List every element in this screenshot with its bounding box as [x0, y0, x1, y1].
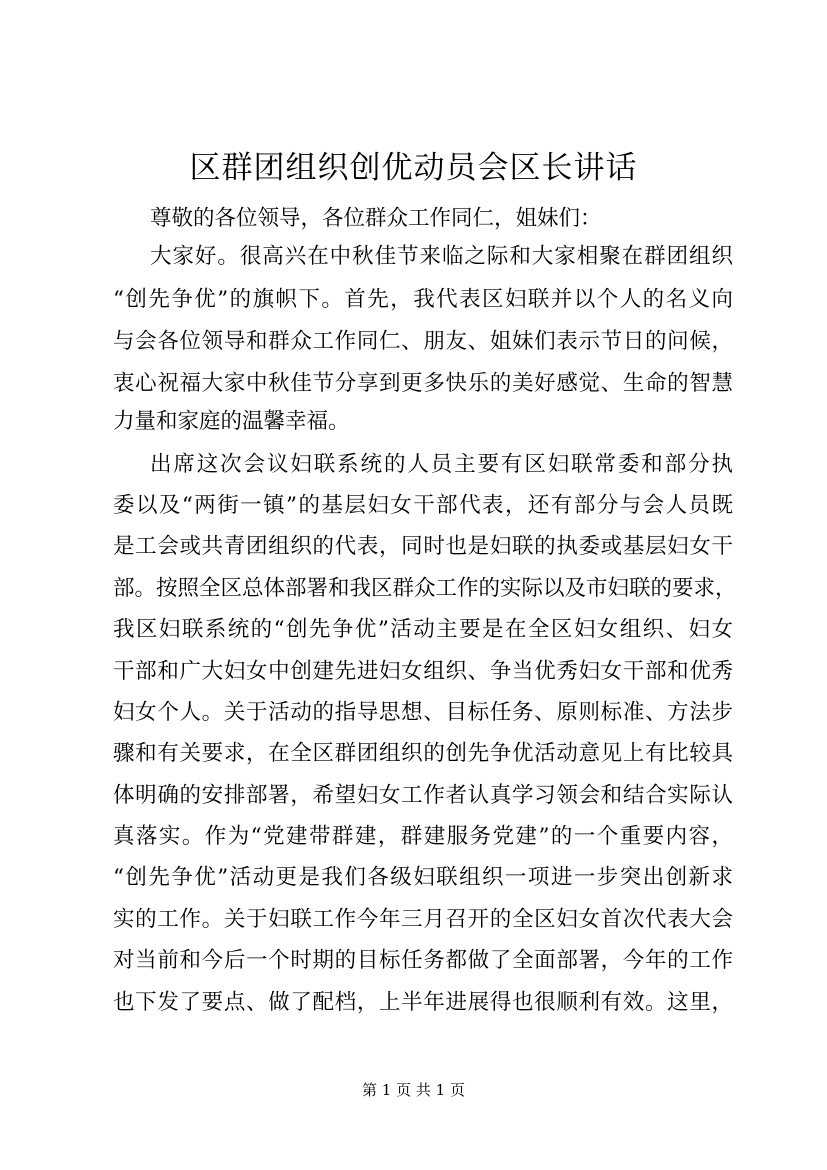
salutation-line: 尊敬的各位领导，各位群众工作同仁，姐妹们：: [150, 206, 602, 231]
body-line: 实的工作。关于妇联工作今年三月召开的全区妇女首次代表大会: [113, 907, 733, 932]
body-line: 真落实。作为“党建带群建，群建服务党建”的一个重要内容，: [113, 824, 733, 849]
body-line: 与会各位领导和群众工作同仁、朋友、姐妹们表示节日的问候，: [113, 329, 733, 354]
body-line: 也下发了要点、做了配档，上半年进展得也很顺利有效。这里，: [113, 990, 733, 1015]
body-line: 大家好。很高兴在中秋佳节来临之际和大家相聚在群团组织: [150, 244, 733, 269]
body-line: “创先争优”的旗帜下。首先，我代表区妇联并以个人的名义向: [113, 287, 733, 312]
body-line: 妇女个人。关于活动的指导思想、目标任务、原则标准、方法步: [113, 700, 733, 725]
page-title: 区群团组织创优动员会区长讲话: [189, 150, 638, 186]
body-line: 是工会或共青团组织的代表，同时也是妇联的执委或基层妇女干: [113, 534, 733, 559]
body-line: 力量和家庭的温馨幸福。: [113, 409, 350, 434]
body-line: 衷心祝福大家中秋佳节分享到更多快乐的美好感觉、生命的智慧: [113, 371, 733, 396]
body-line: 出席这次会议妇联系统的人员主要有区妇联常委和部分执: [150, 452, 733, 477]
body-line: 委以及“两街一镇”的基层妇女干部代表，还有部分与会人员既: [113, 493, 733, 518]
body-line: 对当前和今后一个时期的目标任务都做了全面部署，今年的工作: [113, 948, 733, 973]
page-footer: 第 1 页 共 1 页: [362, 1081, 465, 1099]
body-line: 部。按照全区总体部署和我区群众工作的实际以及市妇联的要求，: [113, 576, 737, 601]
body-line: 干部和广大妇女中创建先进妇女组织、争当优秀妇女干部和优秀: [113, 659, 733, 684]
body-line: 我区妇联系统的“创先争优”活动主要是在全区妇女组织、妇女: [113, 617, 733, 642]
body-line: “创先争优”活动更是我们各级妇联组织一项进一步突出创新求: [113, 865, 733, 890]
body-line: 体明确的安排部署，希望妇女工作者认真学习领会和结合实际认: [113, 783, 733, 808]
body-line: 骤和有关要求，在全区群团组织的创先争优活动意见上有比较具: [113, 741, 733, 766]
